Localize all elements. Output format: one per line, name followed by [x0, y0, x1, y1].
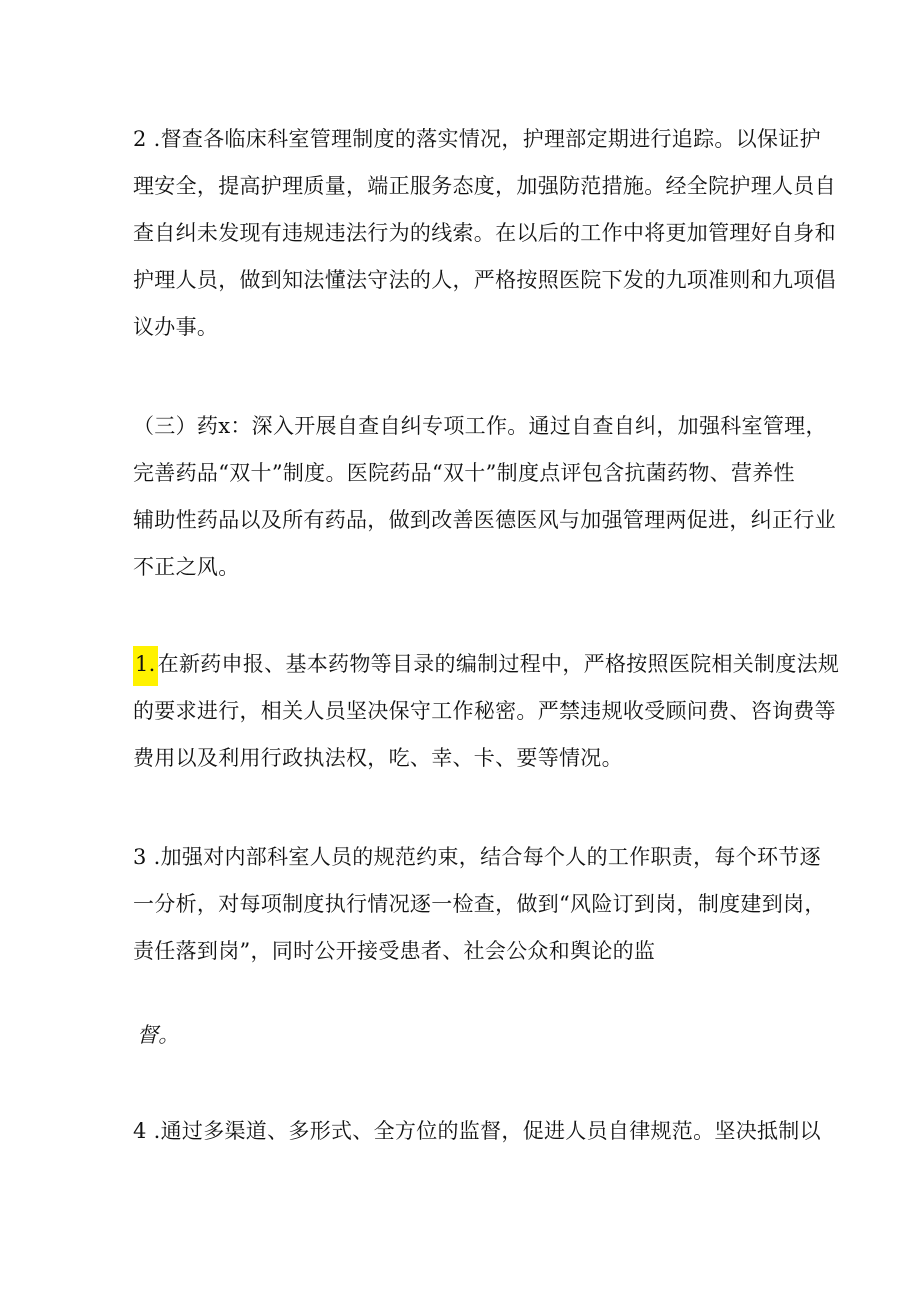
- text-line: （三）药x：深入开展自查自纠专项工作。通过自查自纠，加强科室管理，: [133, 414, 827, 438]
- paragraph-new-drug-declaration: [133, 641, 840, 782]
- text-line-content: 在新药申报、基本药物等目录的编制过程中，严格按照医院相关制度法规: [157, 652, 840, 676]
- text-line: 议办事。: [133, 315, 219, 339]
- paragraph-pharmacy-self-inspection: [133, 403, 836, 591]
- paragraph-continuation: [137, 1012, 797, 1059]
- text-line: 不正之风。: [133, 555, 240, 579]
- text-line: 完善药品“双十”制度。医院药品“双十”制度点评包含抗菌药物、营养性: [133, 461, 795, 485]
- text-line: 3 .加强对内部科室人员的规范约束，结合每个人的工作职责，每个环节逐: [133, 845, 821, 869]
- text-line: 辅助性药品以及所有药品，做到改善医德医风与加强管理两促进，纠正行业: [133, 508, 836, 532]
- text-line: 查自纠未发现有违规违法行为的线索。在以后的工作中将更加管理好自身和: [133, 221, 836, 245]
- text-line: 一分析，对每项制度执行情况逐一检查，做到“风险订到岗，制度建到岗，: [133, 892, 826, 916]
- text-line: [133, 641, 840, 688]
- text-line: 理安全，提高护理质量，端正服务态度，加强防范措施。经全院护理人员自: [133, 174, 836, 198]
- paragraph-internal-staff-constraints: [133, 834, 826, 975]
- text-line: 4 .通过多渠道、多形式、全方位的监督，促进人员自律规范。坚决抵制以: [133, 1119, 821, 1143]
- paragraph-nursing-supervision: [133, 116, 836, 351]
- paragraph-multi-channel-supervision: [133, 1108, 821, 1155]
- text-line: 督。: [137, 1023, 180, 1047]
- text-line: 护理人员，做到知法懂法守法的人，严格按照医院下发的九项准则和九项倡: [133, 268, 836, 292]
- text-line: 2 .督查各临床科室管理制度的落实情况，护理部定期进行追踪。以保证护: [133, 127, 821, 151]
- highlighted-list-marker: 1.: [133, 646, 158, 686]
- text-line: 费用以及利用行政执法权，吃、幸、卡、要等情况。: [133, 746, 623, 770]
- text-line: 责任落到岗”，同时公开接受患者、社会公众和舆论的监: [133, 939, 656, 963]
- text-line: 的要求进行，相关人员坚决保守工作秘密。严禁违规收受顾问费、咨询费等: [133, 699, 836, 723]
